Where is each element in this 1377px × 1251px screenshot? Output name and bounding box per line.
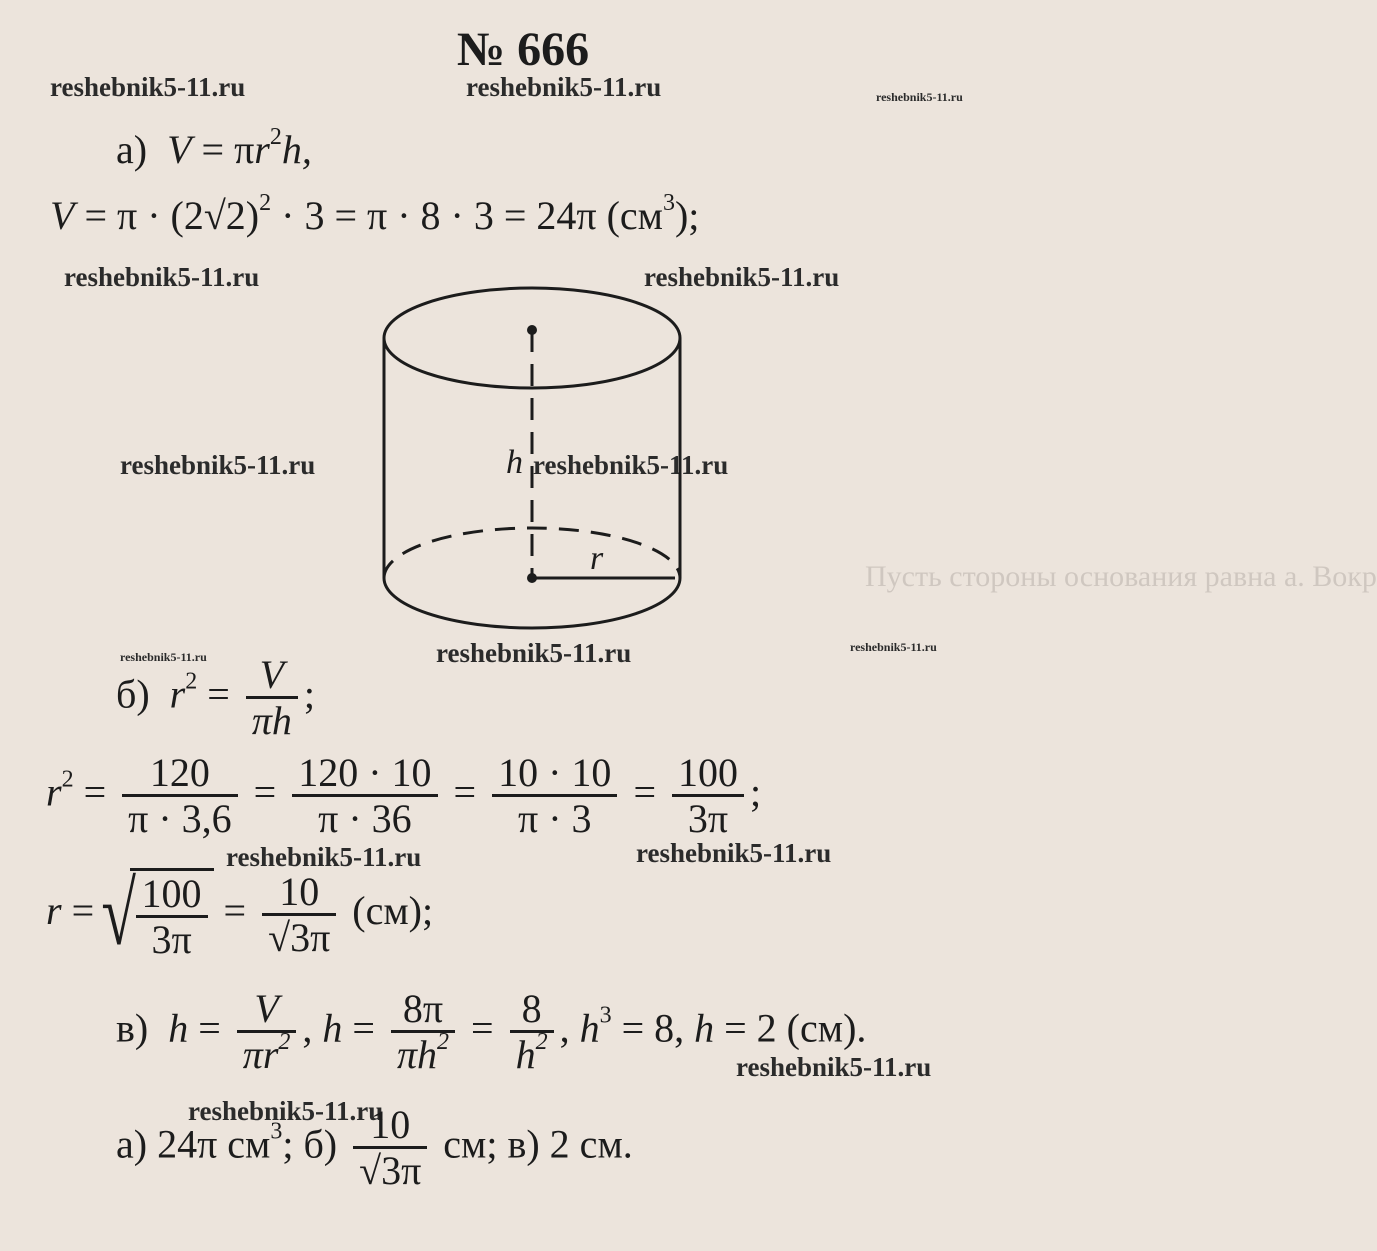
page-title: № 666 (456, 23, 590, 76)
numerator: 8 (510, 988, 554, 1033)
part-b-result: r =√ $\frac{100}{3\pi}$ = $\frac{10}{√3\pi}$ (см); (46, 865, 434, 964)
numerator: 120 · 10 (292, 752, 437, 797)
answer-line (116, 1104, 633, 1193)
denominator: 3π (687, 796, 729, 841)
fraction (492, 752, 617, 841)
equals: = (207, 671, 230, 717)
radius-label: r (590, 540, 604, 577)
fraction (510, 988, 554, 1077)
calc-text: ); (674, 193, 700, 238)
numerator: 100 (136, 873, 208, 918)
exponent: 3 (270, 1118, 283, 1145)
watermark: reshebnik5-11.ru (533, 450, 729, 480)
exponent: 2 (278, 1028, 291, 1055)
numerator: 10 (353, 1104, 427, 1149)
fraction (136, 873, 208, 962)
part-b-calculation: $r^2$ = $\frac{120}{\pi \cdot 3,6}$ = $\frac{120 \cdot 10}{\pi \cdot 36}$ = $\frac{10 \cdot 10}{\pi \cdot 3}$ = $\frac{100}{3\pi}$ ; (46, 750, 762, 841)
denominator (391, 1028, 455, 1077)
watermark: reshebnik5-11.ru (50, 72, 246, 102)
punct: ; (750, 769, 762, 815)
var-r: r (254, 127, 270, 172)
punct: ; (303, 671, 315, 717)
var-h: h (322, 1005, 343, 1051)
cylinder-bottom-front (384, 578, 680, 628)
var-h: h (579, 1005, 600, 1051)
var-r: r (46, 888, 62, 934)
numerator: V (246, 654, 298, 699)
part-v-calculation: в) h = $\frac{V}{\pi r^2}$ , h = $\frac{8\pi}{\pi h^2}$ = $\frac{8}{h^2}$ , $h^3 = 8$, h = 2 (см). (116, 986, 867, 1077)
denominator: πh (251, 698, 292, 743)
var-h: h, (281, 127, 312, 172)
part-b-label: б) (116, 671, 150, 717)
part-a-formula (116, 123, 312, 173)
top-center-point (527, 325, 537, 335)
exponent: 2 (269, 123, 282, 150)
denominator: 3π (151, 917, 192, 962)
calc-text: · 3 = π · 8 · 3 = 24π (см (271, 193, 663, 238)
bleed-text: Пусть стороны основания равна a. Вокр (865, 560, 1377, 593)
bottom-center-point (527, 573, 537, 583)
numerator: 10 · 10 (492, 752, 617, 797)
fraction (262, 868, 336, 960)
fraction-v-over-pih (246, 654, 298, 743)
denominator (237, 1028, 297, 1077)
exponent: 3 (599, 1002, 612, 1029)
watermark: reshebnik5-11.ru (436, 638, 632, 668)
var-r: r (169, 671, 186, 717)
fraction (353, 1104, 427, 1193)
fraction (237, 988, 297, 1077)
var-h: h (168, 1005, 189, 1051)
calc-text: = 2 (см). (724, 1005, 867, 1051)
height-label: h (506, 444, 523, 481)
watermark: reshebnik5-11.ru (876, 90, 963, 104)
part-b-formula (116, 654, 315, 743)
answer-b-label: ; б) (282, 1121, 338, 1167)
denominator: π · 3 (518, 796, 592, 841)
watermark: reshebnik5-11.ru (644, 262, 840, 292)
part-v-label: в) (116, 1005, 149, 1051)
radicand (130, 868, 214, 962)
watermark: reshebnik5-11.ru (850, 640, 937, 654)
var-h: h (694, 1005, 715, 1051)
fraction (391, 988, 455, 1077)
part-a-calculation (50, 189, 700, 239)
var-r: r (46, 769, 62, 815)
watermark: reshebnik5-11.ru (226, 842, 422, 872)
exponent: 2 (185, 668, 198, 695)
watermark: reshebnik5-11.ru (120, 450, 316, 480)
numerator: V (237, 988, 297, 1033)
watermark: reshebnik5-11.ru (736, 1052, 932, 1082)
denominator (510, 1028, 554, 1077)
var-v: V (50, 193, 75, 238)
watermark: reshebnik5-11.ru (636, 838, 832, 868)
unit: (см); (352, 888, 434, 934)
cylinder-figure (370, 276, 700, 646)
exponent: 3 (662, 189, 675, 216)
denominator: π · 3,6 (128, 796, 232, 841)
var-v: V (167, 127, 192, 172)
fraction (122, 752, 238, 841)
numerator: 100 (672, 752, 744, 797)
sqrt-two: √2 (203, 193, 246, 238)
den-text: h (515, 1032, 536, 1077)
numerator: 8π (391, 988, 455, 1033)
watermark: reshebnik5-11.ru (120, 650, 207, 664)
part-a-label: а) (116, 127, 148, 172)
punct: , (302, 1005, 313, 1051)
calc-text: = 8, (621, 1005, 685, 1051)
den-text: πr (242, 1032, 279, 1077)
watermark: reshebnik5-11.ru (188, 1096, 384, 1126)
denominator: π · 36 (318, 796, 412, 841)
calc-text: = π · (2 (84, 193, 204, 238)
numerator: 120 (122, 752, 238, 797)
watermark: reshebnik5-11.ru (466, 72, 662, 102)
fraction (672, 752, 744, 841)
radical-sign: √ (101, 865, 137, 964)
watermark: reshebnik5-11.ru (64, 262, 260, 292)
equals: = (201, 127, 225, 172)
pi: π (234, 127, 255, 172)
answer-c: см; в) 2 см. (443, 1121, 633, 1167)
denominator: √3π (268, 914, 331, 960)
numerator: 10 (262, 871, 336, 916)
exponent: 2 (437, 1028, 449, 1055)
exponent: 2 (535, 1028, 548, 1055)
exponent: 2 (61, 766, 74, 793)
answer-a: а) 24π см (116, 1121, 271, 1167)
denominator: √3π (359, 1148, 422, 1193)
exponent: 2 (259, 189, 272, 216)
calc-text: ) (245, 193, 260, 238)
den-text: πh (396, 1032, 437, 1077)
fraction (292, 752, 437, 841)
